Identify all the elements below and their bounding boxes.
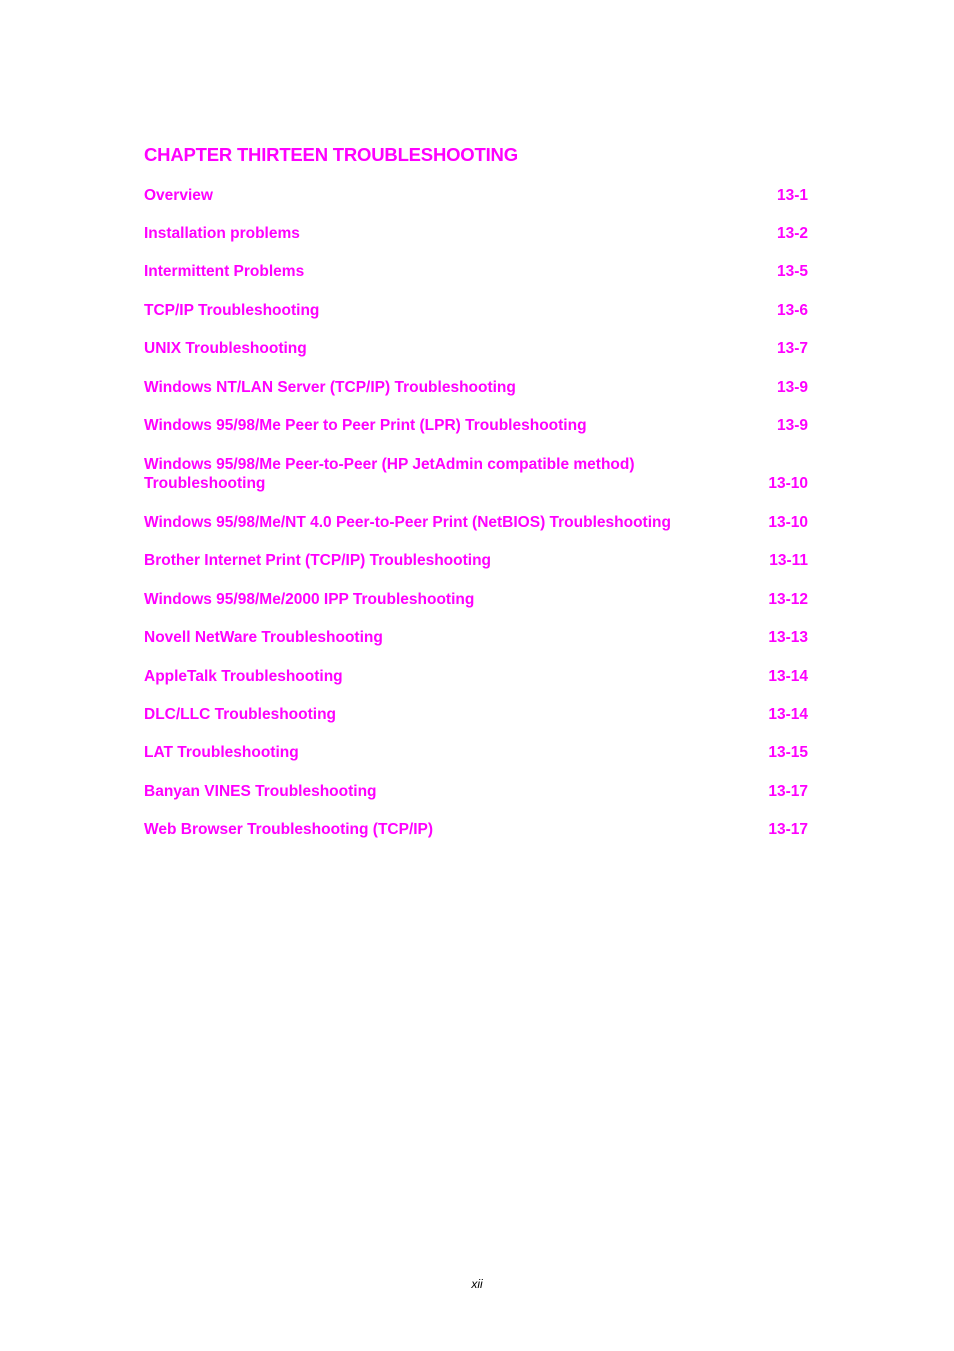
- toc-entry-title: Brother Internet Print (TCP/IP) Troubleshooting: [144, 552, 492, 569]
- toc-entry-title: AppleTalk Troubleshooting: [144, 668, 343, 685]
- toc-entry-page: 13-11: [769, 552, 808, 569]
- toc-entry-overview[interactable]: [144, 186, 808, 205]
- toc-entry-title: LAT Troubleshooting: [144, 744, 299, 761]
- toc-entry-windows-lpr[interactable]: [144, 416, 808, 435]
- toc-entry-windows-nt-lan-server[interactable]: [144, 378, 808, 397]
- toc-entry-windows-hp-jetadmin[interactable]: [144, 455, 808, 493]
- toc-entry-page: 13-14: [768, 706, 808, 723]
- toc-entry-page: 13-9: [776, 379, 808, 396]
- toc-entry-page: 13-6: [776, 302, 808, 319]
- page-number: xii: [471, 1277, 483, 1291]
- toc-entry-lat[interactable]: [144, 743, 808, 762]
- toc-entry-title: Web Browser Troubleshooting (TCP/IP): [144, 821, 434, 838]
- toc-entry-page: 13-17: [768, 821, 808, 838]
- toc-entry-title: DLC/LLC Troubleshooting: [144, 706, 337, 723]
- toc-entry-title: Windows 95/98/Me Peer to Peer Print (LPR) Troubleshooting: [144, 417, 587, 434]
- toc-entry-page: 13-2: [776, 225, 808, 242]
- toc-entry-page: 13-10: [768, 514, 808, 531]
- toc-entry-page: 13-10: [768, 475, 808, 492]
- toc-entry-page: 13-7: [776, 340, 808, 357]
- toc-entry-web-browser[interactable]: [144, 820, 808, 839]
- toc-entry-page: 13-15: [768, 744, 808, 761]
- toc-entry-page: 13-17: [768, 783, 808, 800]
- toc-entry-title: Overview: [144, 187, 213, 204]
- toc-entry-banyan-vines[interactable]: [144, 782, 808, 801]
- toc-entry-unix-troubleshooting[interactable]: [144, 339, 808, 358]
- toc-entry-title: Windows 95/98/Me/2000 IPP Troubleshooting: [144, 591, 475, 608]
- toc-entry-page: 13-14: [768, 668, 808, 685]
- toc-entry-page: 13-1: [776, 187, 808, 204]
- toc-entry-title: Windows NT/LAN Server (TCP/IP) Troubleshooting: [144, 379, 516, 396]
- toc-entry-appletalk[interactable]: [144, 667, 808, 686]
- chapter-heading: CHAPTER THIRTEEN TROUBLESHOOTING: [144, 144, 518, 165]
- toc-entry-title: Intermittent Problems: [144, 263, 305, 280]
- toc-entry-brother-internet-print[interactable]: [144, 551, 808, 570]
- toc-entry-dlc-llc[interactable]: [144, 705, 808, 724]
- toc-entry-windows-ipp[interactable]: [144, 590, 808, 609]
- toc-entry-title: Banyan VINES Troubleshooting: [144, 783, 377, 800]
- toc-entry-intermittent-problems[interactable]: [144, 262, 808, 281]
- toc-entry-page: 13-5: [776, 263, 808, 280]
- toc-entry-page: 13-9: [776, 417, 808, 434]
- toc-entry-title: Novell NetWare Troubleshooting: [144, 629, 383, 646]
- toc-entry-windows-netbios[interactable]: [144, 513, 808, 532]
- toc-entry-title: Windows 95/98/Me/NT 4.0 Peer-to-Peer Print (NetBIOS) Troubleshooting: [144, 514, 671, 531]
- toc-entry-novell-netware[interactable]: [144, 628, 808, 647]
- toc-entry-page: 13-12: [768, 591, 808, 608]
- toc-entry-tcpip-troubleshooting[interactable]: [144, 301, 808, 320]
- toc-entry-installation-problems[interactable]: [144, 224, 808, 243]
- toc-entry-title: UNIX Troubleshooting: [144, 340, 307, 357]
- toc-entry-page: 13-13: [768, 629, 808, 646]
- toc-entry-title: Installation problems: [144, 225, 300, 242]
- toc-entry-title: Windows 95/98/Me Peer-to-Peer (HP JetAdmin compatible method) Troubleshooting: [144, 456, 635, 492]
- toc-entry-title: TCP/IP Troubleshooting: [144, 302, 320, 319]
